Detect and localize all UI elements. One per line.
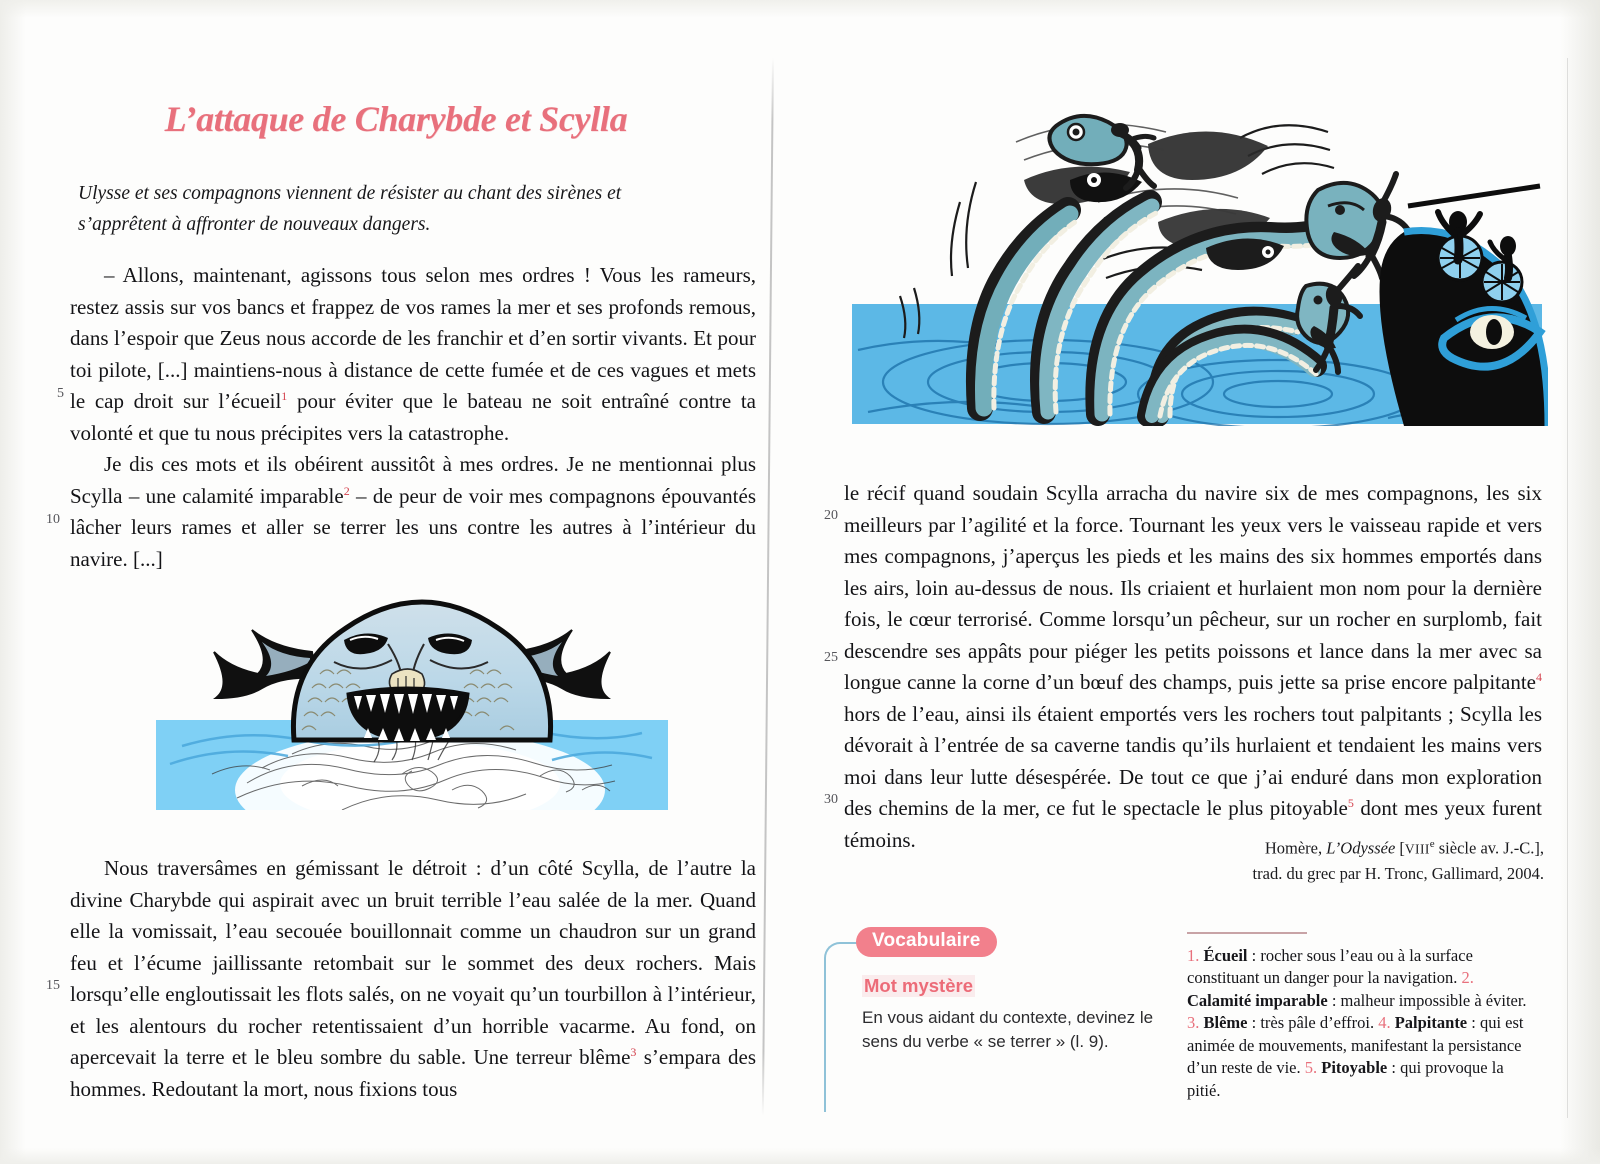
footnote-number: 4. (1378, 1013, 1391, 1032)
paragraph-4-tail: dont mes yeux furent témoins. (844, 796, 1543, 852)
source-bracket: [ (1395, 838, 1405, 858)
footnote-term: Calamité imparable (1187, 990, 1328, 1010)
paragraph-3-text: Nous traversâmes en gémissant le détroit : d’un côté Scylla, de l’autre la divine Charybde qui aspirait avec un bruit terrible l’eau salée de la mer. Quand elle la vomissait, l’eau secouée bouillonnait comme un chaudron sur un grand feu et l’écume jaillissante retombait sur le sommet des deux rochers. Mais lorsqu’elle engloutissait les flots salés, on ne voyait qu’un tourbillon à l’intérieur, et les alentours du rocher retentissaient d’un horrible vacarme. Au fond, on apercevait la terre et le bleu sombre du sable. Une terreur blême (70, 856, 756, 1069)
source-century: VIII (1404, 841, 1430, 857)
footnotes-rule (1187, 932, 1307, 934)
background-head-pupil (1091, 177, 1097, 183)
footnote-term: Blême (1203, 1013, 1248, 1032)
footnote-definition: : qui provoque la pitié. (1187, 1058, 1504, 1100)
line-number-5: 5 (57, 386, 64, 401)
footnote-definition: : malheur impossible à éviter. (1327, 990, 1527, 1010)
ship-spear (1408, 186, 1540, 206)
footnote-number: 2. (1461, 968, 1474, 987)
paragraph-2-text: Je dis ces mots et ils obéirent aussitôt à mes ordres. Je ne mentionnai plus Scylla – une calamité imparable (70, 452, 756, 508)
right-column (772, 0, 1600, 1164)
charybde-drawing (152, 578, 672, 810)
paragraph-3-tail: s’empara des hommes. Redoutant la mort, nous fixions tous (70, 1045, 757, 1101)
vocabulary-question: En vous aidant du contexte, devinez le sens du verbe « se terrer » (l. 9). (862, 1008, 1154, 1051)
line-number-15: 15 (46, 978, 60, 993)
vocabulary-box (824, 920, 1184, 1110)
introduction-chapeau: Ulysse et ses compagnons viennent de résister au chant des sirènes et s’apprêtent à affronter de nouveaux dangers. (78, 183, 622, 235)
paragraph-2-tail: – de peur de voir mes compagnons épouvantés lâcher leurs rames et aller se terrer les uns contre les autres à l’intérieur du navire. [...] (70, 483, 756, 571)
serpent-head-1-pupil (1073, 129, 1080, 136)
footnote-definition: : rocher sous l’eau ou à la surface constituant un danger pour la navigation. (1187, 945, 1473, 987)
serpent-head-5-eye (1314, 296, 1323, 305)
serpent-head-3-eye (1335, 205, 1345, 215)
footnote-definition: : très pâle d’effroi. (1247, 1013, 1375, 1032)
source-work: L’Odyssée (1326, 838, 1396, 858)
serpent-head-4-pupil (1266, 250, 1271, 255)
footnote-number: 3. (1187, 1013, 1200, 1032)
footnotes-list (1187, 945, 1527, 1103)
source-translation: trad. du grec par H. Tronc, Gallimard, 2004. (1252, 863, 1544, 883)
paragraph-group-top (70, 260, 756, 575)
source-century-sup: e (1429, 838, 1435, 850)
source-attribution (1132, 832, 1544, 886)
footnote-item (1187, 1013, 1374, 1032)
footnote-marker-3[interactable]: 3 (630, 1045, 637, 1059)
illustration-charybde (152, 578, 672, 810)
vocabulary-bracket (824, 942, 860, 1112)
footnote-marker-5[interactable]: 5 (1347, 796, 1354, 810)
vocabulary-badge: Vocabulaire (856, 927, 997, 957)
paragraph-1 (70, 260, 756, 449)
paragraph-2 (70, 449, 756, 575)
footnote-item (1187, 946, 1473, 988)
paragraph-4-text: le récif quand soudain Scylla arracha du navire six de mes compagnons, les six meilleurs par l’agilité et la force. Tournant les yeux vers le vaisseau rapide et vers mes compagnons, j’aperçus les pieds et les mains des six hommes emportés dans les airs, loin au-dessus de nous. Ils criaient et hurlaient mon nom pour la dernière fois, le cœur terrorisé. Comme lorsqu’un pêcheur, sur un rocher en surplomb, fait descendre ses appâts pour piéger les petits poissons et lance dans la mer avec sa longue canne la corne d’un bœuf des champs, puis jette sa prise encore palpitante (844, 481, 1542, 694)
illustration-scylla (848, 82, 1548, 426)
background-head-center (1148, 131, 1268, 180)
footnote-definition: : qui est animée de mouvements, manifestant la persistance d’un reste de vie. (1187, 1013, 1524, 1077)
scylla-drawing (848, 82, 1548, 426)
line-number-25: 25 (824, 650, 838, 665)
footnote-term: Écueil (1203, 945, 1248, 965)
paragraph-group-right (844, 478, 1542, 856)
line-number-30: 30 (824, 792, 838, 807)
left-column (0, 0, 772, 1164)
paragraph-4-mid: hors de l’eau, ainsi ils étaient emportés vers les rochers tout palpitants ; Scylla les dévorait à l’entrée de sa caverne tandis qu’ils hurlaient et tendaient les mains vers moi dans leur lutte désespérée. De tout ce que j’ai enduré dans mon exploration des chemins de la mer, ce fut le spectacle le plus pitoyable (844, 701, 1542, 820)
footnote-marker-1[interactable]: 1 (281, 389, 288, 403)
paragraph-1-text: – Allons, maintenant, agissons tous selon mes ordres ! Vous les rameurs, restez assis sur vos bancs et frappez de vos rames la mer et ses profonds remous, dans l’espoir que Zeus nous accorde de les franchir et d’en sortir vivants. Et pour toi pilote, [...] maintiens-nous à distance de cette fumée et de ces vagues et mets le cap droit sur l’écueil (70, 263, 756, 413)
footnote-number: 5. (1304, 1058, 1318, 1077)
footnote-number: 1. (1187, 945, 1200, 965)
paragraph-3 (70, 853, 756, 1105)
source-century-rest: siècle av. J.-C.], (1434, 838, 1544, 858)
vocabulary-subtitle: Mot mystère (864, 975, 973, 996)
paragraph-1-tail: pour éviter que le bateau ne soit entraîné contre ta volonté et que tu nous précipites vers la catastrophe. (70, 389, 756, 445)
paragraph-4 (844, 478, 1542, 856)
line-number-10: 10 (46, 512, 60, 527)
footnote-term: Palpitante (1394, 1013, 1468, 1032)
footnote-marker-4[interactable]: 4 (1536, 670, 1542, 684)
line-number-20: 20 (824, 508, 838, 523)
serpent-head-1 (1049, 116, 1126, 164)
paragraph-group-bottom (70, 853, 756, 1105)
source-author: Homère, (1264, 838, 1327, 858)
footnote-term: Pitoyable (1321, 1058, 1388, 1077)
footnotes-panel (1187, 932, 1527, 1102)
footnote-marker-2[interactable]: 2 (343, 483, 350, 498)
page-title: L’attaque de Charybde et Scylla (164, 99, 628, 139)
